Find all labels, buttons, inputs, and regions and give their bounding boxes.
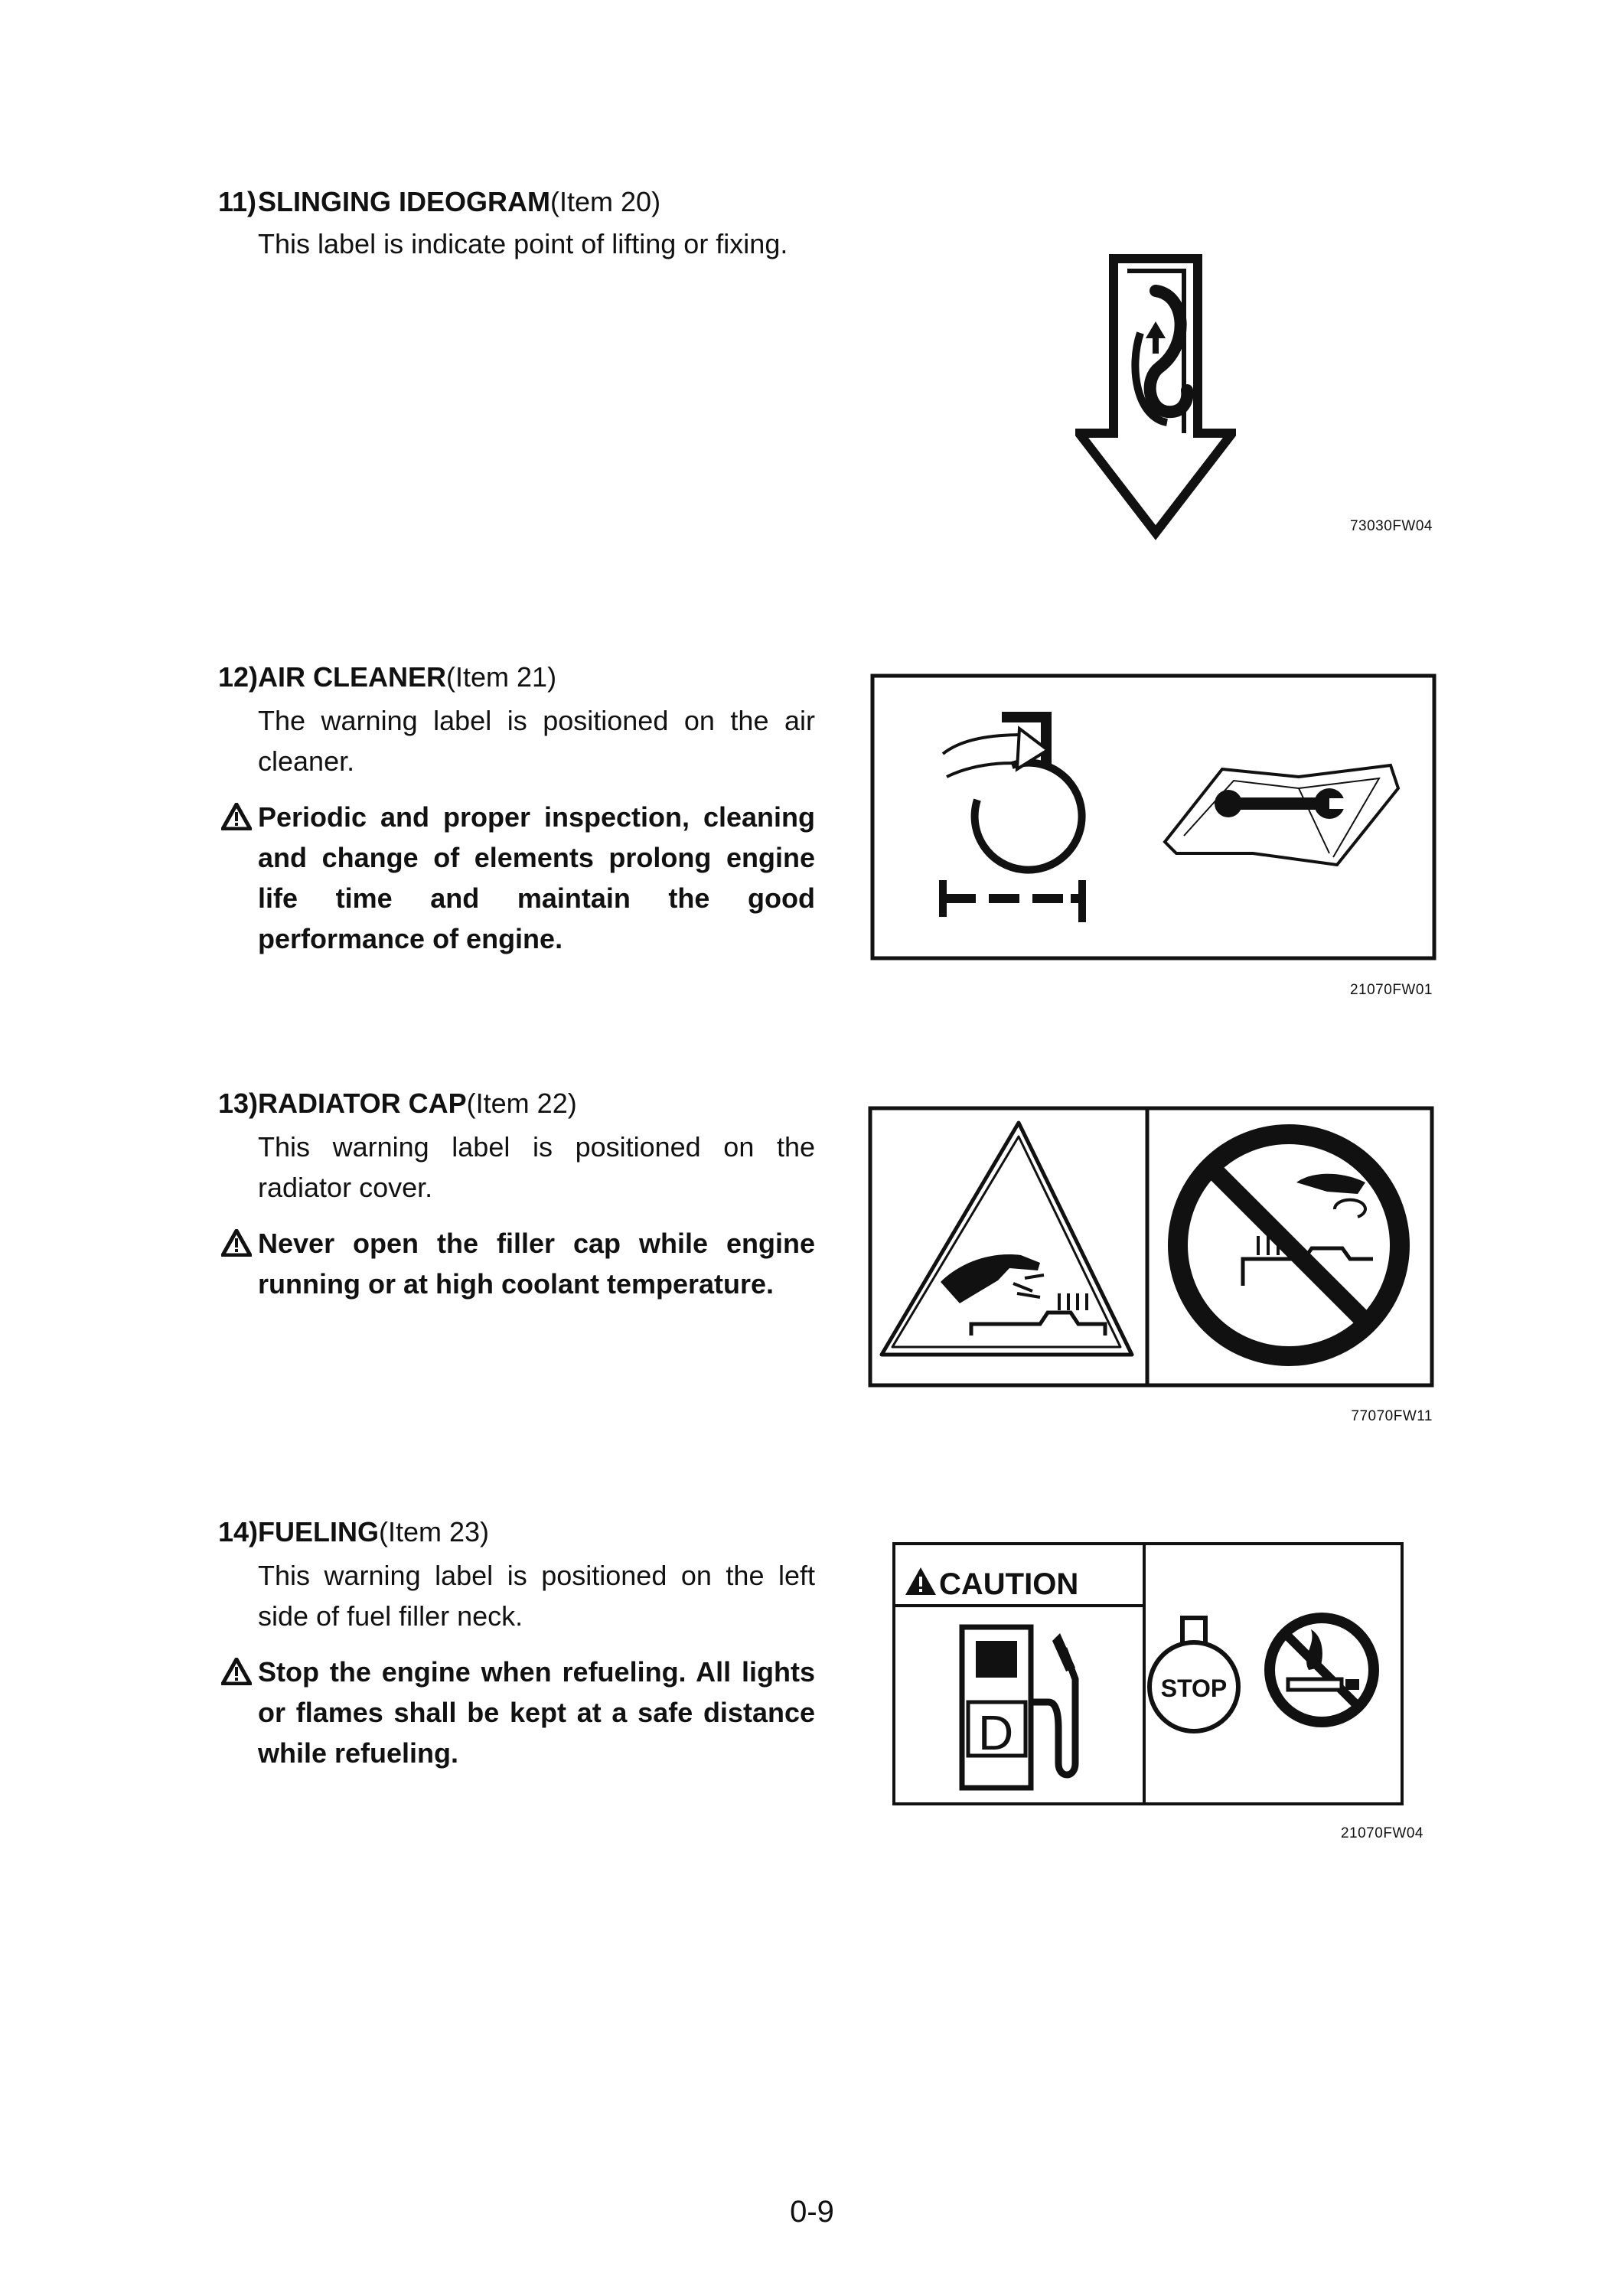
- section-slinging-ideogram: [218, 185, 815, 264]
- stop-label: STOP: [1160, 1675, 1228, 1702]
- section-number: 14): [218, 1516, 259, 1548]
- section-heading: [218, 1087, 815, 1120]
- figure-code: 77070FW11: [1351, 1408, 1433, 1424]
- caution-label: CAUTION: [939, 1567, 1079, 1601]
- section-title: RADIATOR CAP: [258, 1088, 467, 1119]
- fueling-label-figure: [892, 1541, 1404, 1806]
- section-item: (Item 22): [466, 1088, 577, 1119]
- section-heading: [218, 185, 815, 219]
- warning-triangle-icon: [221, 1658, 252, 1685]
- section-fueling: [218, 1515, 815, 1773]
- slinging-ideogram-figure: [1075, 253, 1236, 543]
- air-cleaner-label-figure: [870, 673, 1436, 960]
- section-description: This warning label is positioned on the radiator cover.: [258, 1131, 815, 1203]
- section-heading: [218, 1515, 815, 1549]
- section-title: SLINGING IDEOGRAM: [258, 186, 551, 217]
- figure-code: 21070FW01: [1349, 982, 1433, 998]
- section-warning: [258, 797, 815, 959]
- section-number: 11): [218, 186, 257, 217]
- warning-triangle-icon: [221, 1229, 252, 1257]
- warning-text: Stop the engine when refueling. All lights or flames shall be kept at a safe distance while refueling.: [258, 1656, 815, 1769]
- section-description: The warning label is positioned on the air cleaner.: [258, 705, 815, 777]
- section-air-cleaner: [218, 660, 815, 959]
- section-warning: [258, 1223, 815, 1304]
- section-description: This label is indicate point of lifting or fixing.: [258, 228, 788, 259]
- figure-code: 73030FW04: [1349, 518, 1433, 534]
- section-radiator-cap: [218, 1087, 815, 1304]
- section-item: (Item 20): [550, 186, 661, 217]
- section-number: 12): [218, 661, 259, 693]
- warning-text: Periodic and proper inspection, cleaning and change of elements prolong engine life time and maintain the good performance of engine.: [258, 801, 815, 954]
- section-item: (Item 23): [379, 1516, 490, 1548]
- section-description: This warning label is positioned on the left side of fuel filler neck.: [258, 1560, 815, 1632]
- section-title: FUELING: [258, 1516, 379, 1548]
- figure-code: 21070FW04: [1340, 1825, 1423, 1841]
- diesel-label: D: [978, 1705, 1014, 1760]
- section-heading: [218, 660, 815, 694]
- section-number: 13): [218, 1088, 259, 1119]
- page-number: 0-9: [790, 2195, 834, 2229]
- radiator-cap-label-figure: [868, 1106, 1434, 1388]
- section-warning: [258, 1652, 815, 1773]
- warning-triangle-icon: [221, 803, 252, 830]
- section-title: AIR CLEANER: [258, 661, 447, 693]
- section-item: (Item 21): [446, 661, 557, 693]
- warning-text: Never open the filler cap while engine running or at high coolant temperature.: [258, 1228, 815, 1300]
